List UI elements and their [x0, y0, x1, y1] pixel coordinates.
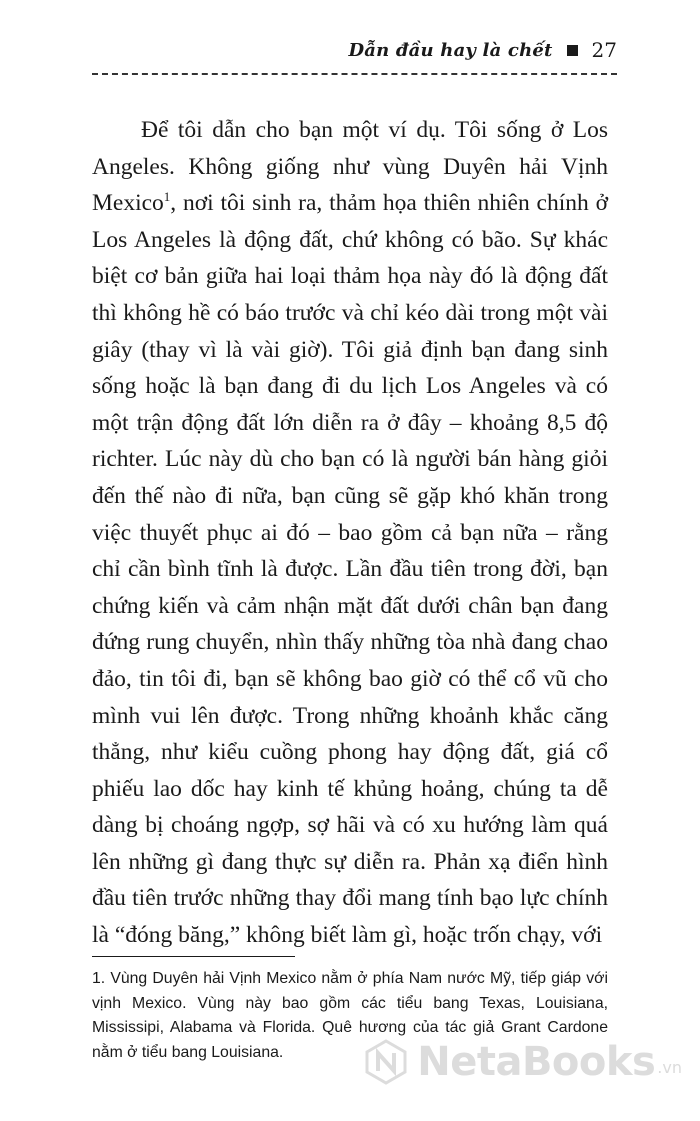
footnote: 1. Vùng Duyên hải Vịnh Mexico nằm ở phía Nam nước Mỹ, tiếp giáp với vịnh Mexico. Vùng này bao gồm các tiểu bang Texas, Louisiana, Mississipi, Alabama và Florida. Quê hương của tác giả Grant Cardone nằm ở tiểu bang Louisiana.	[92, 970, 608, 1061]
body-text	[92, 112, 608, 954]
paragraph-text-part1: Để tôi dẫn cho bạn một ví dụ. Tôi sống ở Los Angeles. Không giống như vùng Duyên hải Vịnh Mexico	[92, 117, 608, 217]
watermark-brand: NetaBooks	[417, 1039, 656, 1085]
square-bullet-icon	[567, 45, 578, 56]
watermark-suffix: .vn	[657, 1058, 682, 1077]
page-number: 27	[591, 38, 617, 62]
netabooks-logo-icon	[363, 1039, 409, 1085]
paragraph	[92, 112, 608, 954]
running-header	[348, 38, 617, 62]
paragraph-text-part2: , nơi tôi sinh ra, thảm họa thiên nhiên chính ở Los Angeles là động đất, chứ không có bão. Sự khác biệt cơ bản giữa hai loại thảm họa này đó là động đất thì không hề có báo trước và chỉ kéo dài trong một vài giây (thay vì là vài giờ). Tôi giả định bạn đang sinh sống hoặc là bạn đang đi du lịch Los Angeles và có một trận động đất lớn diễn ra ở đây – khoảng 8,5 độ richter. Lúc này dù cho bạn có là người bán hàng giỏi đến thế nào đi nữa, bạn cũng sẽ gặp khó khăn trong việc thuyết phục ai đó – bao gồm cả bạn nữa – rằng chỉ cần bình tĩnh là được. Lần đầu tiên trong đời, bạn chứng kiến và cảm nhận mặt đất dưới chân bạn đang đứng rung chuyển, nhìn thấy những tòa nhà đang chao đảo, tin tôi đi, bạn sẽ không bao giờ có thể cổ vũ cho mình vui lên được. Trong những khoảnh khắc căng thẳng, như kiểu cuồng phong hay động đất, giá cổ phiếu lao dốc hay kinh tế khủng hoảng, chúng ta dễ dàng bị choáng ngợp, sợ hãi và có xu hướng làm quá lên những gì đang thực sự diễn ra. Phản xạ điển hình đầu tiên trước những thay đổi mang tính bạo lực chính là “đóng băng,” không biết làm gì, hoặc trốn chạy, với	[92, 190, 608, 949]
chapter-title: Dẫn đầu hay là chết	[348, 39, 553, 61]
header-dashed-rule	[92, 73, 617, 75]
footnote-marker[interactable]: 1	[163, 189, 171, 205]
footnote-rule	[92, 956, 295, 957]
watermark	[363, 1039, 682, 1085]
